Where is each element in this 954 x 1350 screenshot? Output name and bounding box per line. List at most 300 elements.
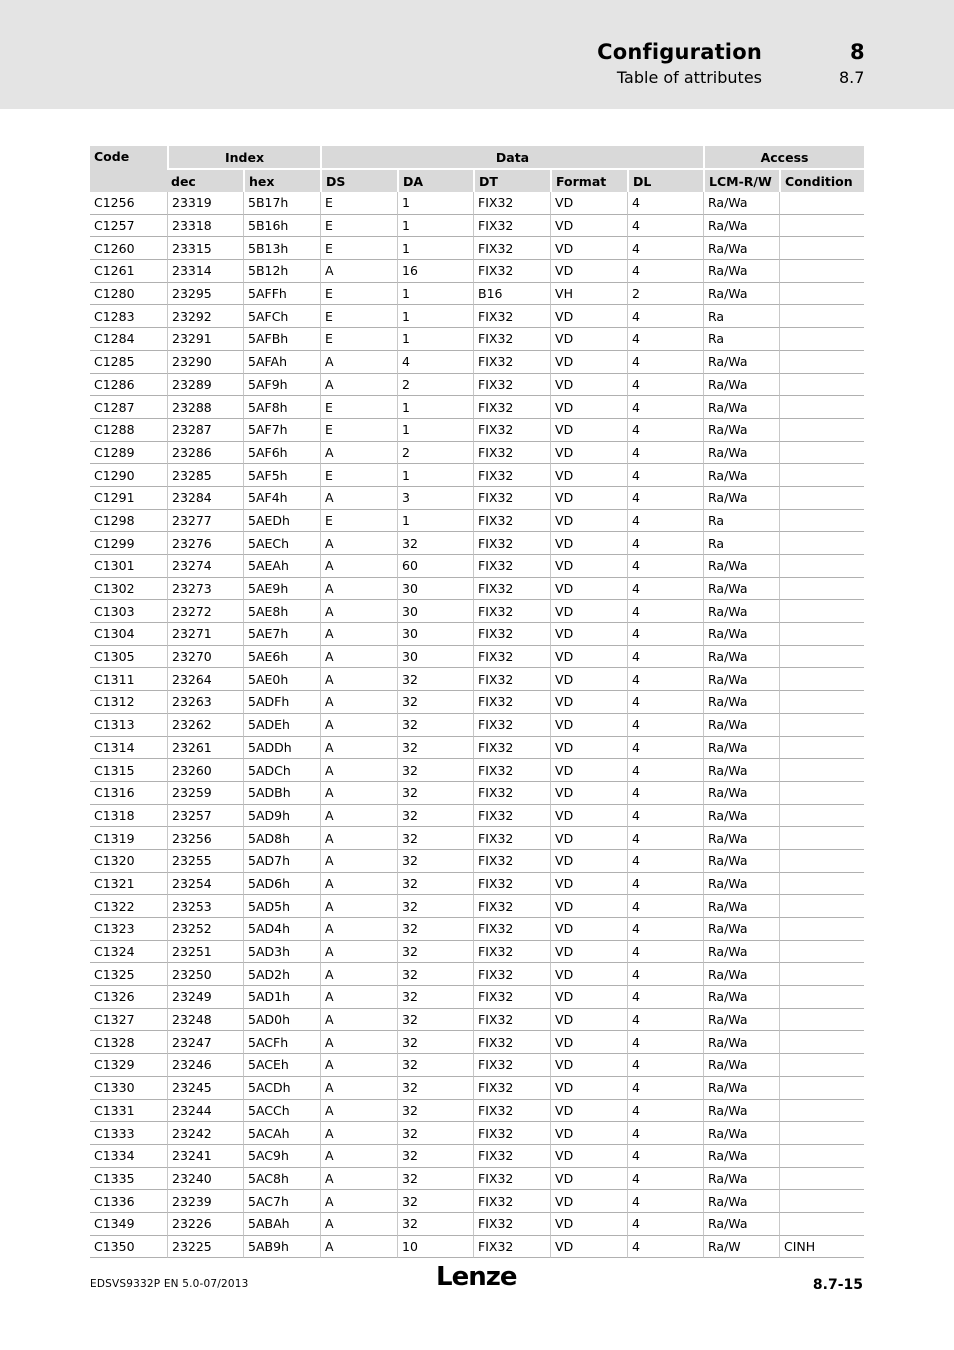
cell-code: C1284 — [90, 328, 167, 351]
cell-da: 32 — [397, 532, 473, 555]
cell-lcm-rw: Ra/Wa — [703, 805, 779, 828]
cell-condition — [779, 1145, 864, 1168]
cell-code: C1311 — [90, 668, 167, 691]
cell-dec: 23250 — [167, 963, 243, 986]
table-row — [90, 941, 864, 964]
cell-dec: 23292 — [167, 305, 243, 328]
cell-format: VD — [550, 668, 627, 691]
cell-hex: 5AE9h — [243, 578, 320, 601]
cell-lcm-rw: Ra/Wa — [703, 668, 779, 691]
table-row — [90, 737, 864, 760]
cell-hex: 5B13h — [243, 237, 320, 260]
cell-dec: 23289 — [167, 374, 243, 397]
cell-condition — [779, 192, 864, 215]
cell-hex: 5AE8h — [243, 600, 320, 623]
cell-dec: 23319 — [167, 192, 243, 215]
cell-hex: 5AD8h — [243, 827, 320, 850]
cell-dec: 23271 — [167, 623, 243, 646]
cell-ds: A — [320, 1100, 397, 1123]
cell-condition — [779, 1009, 864, 1032]
cell-dec: 23244 — [167, 1100, 243, 1123]
cell-format: VD — [550, 963, 627, 986]
cell-da: 32 — [397, 1100, 473, 1123]
cell-hex: 5AD7h — [243, 850, 320, 873]
cell-da: 32 — [397, 895, 473, 918]
cell-dl: 4 — [627, 555, 703, 578]
cell-da: 1 — [397, 215, 473, 238]
cell-lcm-rw: Ra — [703, 532, 779, 555]
cell-code: C1302 — [90, 578, 167, 601]
cell-dt: FIX32 — [473, 532, 550, 555]
cell-dt: FIX32 — [473, 668, 550, 691]
cell-ds: E — [320, 215, 397, 238]
cell-ds: A — [320, 555, 397, 578]
cell-ds: A — [320, 941, 397, 964]
cell-hex: 5AFBh — [243, 328, 320, 351]
cell-dec: 23270 — [167, 646, 243, 669]
cell-lcm-rw: Ra/Wa — [703, 555, 779, 578]
cell-condition — [779, 986, 864, 1009]
cell-dec: 23252 — [167, 918, 243, 941]
cell-dt: FIX32 — [473, 487, 550, 510]
header-hex: hex — [243, 168, 320, 192]
cell-lcm-rw: Ra/Wa — [703, 759, 779, 782]
cell-dt: FIX32 — [473, 510, 550, 533]
cell-code: C1285 — [90, 351, 167, 374]
cell-dec: 23226 — [167, 1213, 243, 1236]
cell-lcm-rw: Ra/Wa — [703, 623, 779, 646]
cell-dt: FIX32 — [473, 1009, 550, 1032]
table-row — [90, 1168, 864, 1191]
cell-dec: 23247 — [167, 1031, 243, 1054]
cell-dl: 4 — [627, 1122, 703, 1145]
cell-dec: 23262 — [167, 714, 243, 737]
cell-lcm-rw: Ra — [703, 305, 779, 328]
cell-dl: 4 — [627, 532, 703, 555]
cell-hex: 5AD5h — [243, 895, 320, 918]
cell-code: C1291 — [90, 487, 167, 510]
cell-dl: 4 — [627, 1145, 703, 1168]
cell-lcm-rw: Ra/Wa — [703, 918, 779, 941]
cell-format: VD — [550, 1100, 627, 1123]
cell-dec: 23318 — [167, 215, 243, 238]
cell-dec: 23256 — [167, 827, 243, 850]
cell-condition — [779, 1100, 864, 1123]
cell-dec: 23261 — [167, 737, 243, 760]
cell-dl: 4 — [627, 963, 703, 986]
cell-dl: 4 — [627, 691, 703, 714]
cell-da: 32 — [397, 963, 473, 986]
cell-lcm-rw: Ra/Wa — [703, 237, 779, 260]
header-condition: Condition — [779, 168, 864, 192]
table-row — [90, 374, 864, 397]
cell-lcm-rw: Ra — [703, 510, 779, 533]
cell-lcm-rw: Ra — [703, 328, 779, 351]
header-format: Format — [550, 168, 627, 192]
cell-dt: FIX32 — [473, 895, 550, 918]
cell-code: C1286 — [90, 374, 167, 397]
cell-condition — [779, 759, 864, 782]
cell-ds: A — [320, 442, 397, 465]
cell-code: C1330 — [90, 1077, 167, 1100]
table-row — [90, 1031, 864, 1054]
cell-da: 32 — [397, 1145, 473, 1168]
cell-dl: 4 — [627, 1077, 703, 1100]
cell-condition — [779, 623, 864, 646]
cell-lcm-rw: Ra/Wa — [703, 1100, 779, 1123]
cell-hex: 5AEAh — [243, 555, 320, 578]
cell-lcm-rw: Ra/Wa — [703, 1213, 779, 1236]
cell-code: C1333 — [90, 1122, 167, 1145]
cell-format: VD — [550, 895, 627, 918]
cell-condition — [779, 805, 864, 828]
cell-hex: 5AD0h — [243, 1009, 320, 1032]
cell-da: 30 — [397, 578, 473, 601]
cell-format: VD — [550, 442, 627, 465]
cell-condition — [779, 895, 864, 918]
cell-format: VD — [550, 260, 627, 283]
cell-dec: 23240 — [167, 1168, 243, 1191]
cell-ds: A — [320, 1190, 397, 1213]
cell-format: VD — [550, 305, 627, 328]
cell-dt: FIX32 — [473, 873, 550, 896]
table-row — [90, 305, 864, 328]
cell-ds: A — [320, 850, 397, 873]
cell-hex: 5AD9h — [243, 805, 320, 828]
cell-hex: 5ACEh — [243, 1054, 320, 1077]
cell-da: 30 — [397, 646, 473, 669]
table-row — [90, 215, 864, 238]
cell-dt: FIX32 — [473, 464, 550, 487]
cell-dec: 23239 — [167, 1190, 243, 1213]
cell-dec: 23290 — [167, 351, 243, 374]
cell-da: 60 — [397, 555, 473, 578]
cell-da: 32 — [397, 1122, 473, 1145]
table-row — [90, 555, 864, 578]
cell-dt: FIX32 — [473, 396, 550, 419]
lenze-logo: Lenze — [436, 1262, 517, 1292]
cell-dl: 4 — [627, 623, 703, 646]
cell-code: C1303 — [90, 600, 167, 623]
cell-dec: 23251 — [167, 941, 243, 964]
cell-da: 32 — [397, 1031, 473, 1054]
cell-condition — [779, 328, 864, 351]
header-code: Code — [90, 144, 167, 192]
cell-lcm-rw: Ra/Wa — [703, 782, 779, 805]
cell-lcm-rw: Ra/Wa — [703, 941, 779, 964]
cell-code: C1260 — [90, 237, 167, 260]
cell-hex: 5ADCh — [243, 759, 320, 782]
cell-dt: FIX32 — [473, 986, 550, 1009]
header-lcm-rw: LCM-R/W — [703, 168, 779, 192]
cell-dl: 4 — [627, 714, 703, 737]
cell-format: VD — [550, 714, 627, 737]
cell-dt: FIX32 — [473, 374, 550, 397]
table-row — [90, 328, 864, 351]
table-row — [90, 419, 864, 442]
table-row — [90, 623, 864, 646]
cell-dl: 4 — [627, 419, 703, 442]
cell-format: VD — [550, 1236, 627, 1259]
cell-condition — [779, 464, 864, 487]
cell-code: C1312 — [90, 691, 167, 714]
cell-hex: 5AFCh — [243, 305, 320, 328]
cell-da: 32 — [397, 986, 473, 1009]
cell-dec: 23288 — [167, 396, 243, 419]
cell-dt: FIX32 — [473, 782, 550, 805]
cell-condition — [779, 737, 864, 760]
cell-da: 32 — [397, 737, 473, 760]
cell-lcm-rw: Ra/Wa — [703, 963, 779, 986]
cell-ds: A — [320, 1054, 397, 1077]
cell-code: C1335 — [90, 1168, 167, 1191]
table-row — [90, 510, 864, 533]
cell-code: C1328 — [90, 1031, 167, 1054]
cell-hex: 5AD6h — [243, 873, 320, 896]
cell-hex: 5AD3h — [243, 941, 320, 964]
cell-lcm-rw: Ra/Wa — [703, 464, 779, 487]
cell-dl: 4 — [627, 328, 703, 351]
cell-condition — [779, 782, 864, 805]
cell-hex: 5AECh — [243, 532, 320, 555]
cell-format: VD — [550, 827, 627, 850]
cell-dt: FIX32 — [473, 646, 550, 669]
cell-hex: 5ABAh — [243, 1213, 320, 1236]
cell-format: VD — [550, 1168, 627, 1191]
cell-da: 3 — [397, 487, 473, 510]
cell-hex: 5AD2h — [243, 963, 320, 986]
cell-format: VD — [550, 941, 627, 964]
cell-dec: 23260 — [167, 759, 243, 782]
cell-dl: 4 — [627, 1054, 703, 1077]
cell-hex: 5AF4h — [243, 487, 320, 510]
cell-format: VD — [550, 1190, 627, 1213]
cell-code: C1299 — [90, 532, 167, 555]
cell-code: C1261 — [90, 260, 167, 283]
table-row — [90, 237, 864, 260]
cell-ds: A — [320, 1031, 397, 1054]
cell-format: VD — [550, 918, 627, 941]
table-header — [90, 144, 864, 192]
cell-lcm-rw: Ra/Wa — [703, 351, 779, 374]
cell-hex: 5B12h — [243, 260, 320, 283]
cell-hex: 5AC8h — [243, 1168, 320, 1191]
cell-code: C1305 — [90, 646, 167, 669]
cell-dec: 23276 — [167, 532, 243, 555]
cell-dl: 4 — [627, 759, 703, 782]
cell-condition — [779, 714, 864, 737]
cell-hex: 5ADFh — [243, 691, 320, 714]
cell-da: 32 — [397, 1077, 473, 1100]
cell-da: 32 — [397, 941, 473, 964]
cell-lcm-rw: Ra/Wa — [703, 442, 779, 465]
cell-da: 32 — [397, 805, 473, 828]
cell-hex: 5AF6h — [243, 442, 320, 465]
cell-ds: E — [320, 396, 397, 419]
cell-format: VD — [550, 986, 627, 1009]
cell-dl: 4 — [627, 873, 703, 896]
cell-ds: E — [320, 283, 397, 306]
cell-format: VD — [550, 215, 627, 238]
cell-condition — [779, 600, 864, 623]
table-row — [90, 1190, 864, 1213]
cell-da: 2 — [397, 442, 473, 465]
cell-hex: 5AC9h — [243, 1145, 320, 1168]
cell-condition — [779, 691, 864, 714]
header-da: DA — [397, 168, 473, 192]
cell-dt: FIX32 — [473, 850, 550, 873]
page-number: 8.7-15 — [812, 1277, 863, 1293]
cell-dt: FIX32 — [473, 1100, 550, 1123]
cell-hex: 5AD1h — [243, 986, 320, 1009]
cell-ds: A — [320, 737, 397, 760]
cell-lcm-rw: Ra/Wa — [703, 895, 779, 918]
cell-code: C1331 — [90, 1100, 167, 1123]
cell-dl: 4 — [627, 215, 703, 238]
table-row — [90, 963, 864, 986]
cell-lcm-rw: Ra/Wa — [703, 873, 779, 896]
table-row — [90, 1054, 864, 1077]
cell-dec: 23284 — [167, 487, 243, 510]
cell-hex: 5B16h — [243, 215, 320, 238]
cell-dec: 23272 — [167, 600, 243, 623]
cell-code: C1350 — [90, 1236, 167, 1259]
cell-code: C1349 — [90, 1213, 167, 1236]
cell-da: 32 — [397, 1009, 473, 1032]
cell-da: 1 — [397, 283, 473, 306]
table-row — [90, 1122, 864, 1145]
cell-code: C1316 — [90, 782, 167, 805]
cell-code: C1325 — [90, 963, 167, 986]
cell-hex: 5AE6h — [243, 646, 320, 669]
cell-code: C1324 — [90, 941, 167, 964]
cell-da: 1 — [397, 192, 473, 215]
cell-dl: 4 — [627, 646, 703, 669]
cell-hex: 5ACCh — [243, 1100, 320, 1123]
cell-code: C1320 — [90, 850, 167, 873]
cell-dt: FIX32 — [473, 1213, 550, 1236]
cell-hex: 5ADDh — [243, 737, 320, 760]
table-row — [90, 782, 864, 805]
cell-ds: E — [320, 305, 397, 328]
cell-lcm-rw: Ra/Wa — [703, 600, 779, 623]
cell-lcm-rw: Ra/Wa — [703, 1145, 779, 1168]
cell-code: C1327 — [90, 1009, 167, 1032]
cell-code: C1280 — [90, 283, 167, 306]
cell-dt: FIX32 — [473, 827, 550, 850]
cell-dt: FIX32 — [473, 328, 550, 351]
cell-dl: 4 — [627, 351, 703, 374]
cell-format: VD — [550, 1031, 627, 1054]
table-row — [90, 759, 864, 782]
table-row — [90, 1077, 864, 1100]
cell-dt: FIX32 — [473, 1122, 550, 1145]
table-row — [90, 396, 864, 419]
cell-format: VD — [550, 782, 627, 805]
cell-dt: FIX32 — [473, 555, 550, 578]
cell-format: VD — [550, 850, 627, 873]
cell-lcm-rw: Ra/Wa — [703, 374, 779, 397]
cell-code: C1256 — [90, 192, 167, 215]
cell-code: C1322 — [90, 895, 167, 918]
cell-dl: 4 — [627, 442, 703, 465]
table-row — [90, 1213, 864, 1236]
table-row — [90, 895, 864, 918]
cell-da: 1 — [397, 237, 473, 260]
cell-format: VD — [550, 487, 627, 510]
cell-lcm-rw: Ra/Wa — [703, 396, 779, 419]
cell-dt: FIX32 — [473, 759, 550, 782]
cell-hex: 5AF7h — [243, 419, 320, 442]
cell-lcm-rw: Ra/Wa — [703, 283, 779, 306]
cell-condition — [779, 873, 864, 896]
cell-dec: 23241 — [167, 1145, 243, 1168]
cell-dl: 4 — [627, 668, 703, 691]
cell-format: VD — [550, 351, 627, 374]
table-row — [90, 532, 864, 555]
cell-dec: 23246 — [167, 1054, 243, 1077]
cell-dl: 4 — [627, 827, 703, 850]
cell-dec: 23286 — [167, 442, 243, 465]
cell-da: 32 — [397, 691, 473, 714]
cell-lcm-rw: Ra/Wa — [703, 1031, 779, 1054]
cell-hex: 5AF5h — [243, 464, 320, 487]
cell-condition — [779, 1122, 864, 1145]
cell-dec: 23257 — [167, 805, 243, 828]
cell-dt: FIX32 — [473, 600, 550, 623]
cell-code: C1318 — [90, 805, 167, 828]
header-dt: DT — [473, 168, 550, 192]
cell-dl: 4 — [627, 850, 703, 873]
cell-lcm-rw: Ra/Wa — [703, 1190, 779, 1213]
cell-ds: A — [320, 623, 397, 646]
cell-code: C1334 — [90, 1145, 167, 1168]
cell-da: 30 — [397, 600, 473, 623]
cell-dec: 23263 — [167, 691, 243, 714]
cell-da: 1 — [397, 305, 473, 328]
cell-da: 1 — [397, 328, 473, 351]
table-row — [90, 873, 864, 896]
cell-condition — [779, 532, 864, 555]
cell-ds: E — [320, 419, 397, 442]
cell-condition — [779, 668, 864, 691]
cell-da: 32 — [397, 1168, 473, 1191]
cell-code: C1304 — [90, 623, 167, 646]
cell-ds: E — [320, 464, 397, 487]
cell-ds: A — [320, 805, 397, 828]
cell-lcm-rw: Ra/W — [703, 1236, 779, 1259]
cell-condition — [779, 442, 864, 465]
cell-ds: A — [320, 374, 397, 397]
cell-format: VD — [550, 510, 627, 533]
cell-condition — [779, 941, 864, 964]
cell-dl: 4 — [627, 918, 703, 941]
cell-format: VD — [550, 578, 627, 601]
cell-code: C1290 — [90, 464, 167, 487]
table-row — [90, 283, 864, 306]
cell-format: VH — [550, 283, 627, 306]
cell-dl: 4 — [627, 260, 703, 283]
cell-ds: A — [320, 1145, 397, 1168]
cell-da: 32 — [397, 1213, 473, 1236]
cell-ds: A — [320, 827, 397, 850]
cell-dec: 23285 — [167, 464, 243, 487]
cell-code: C1323 — [90, 918, 167, 941]
cell-da: 32 — [397, 873, 473, 896]
cell-da: 10 — [397, 1236, 473, 1259]
cell-ds: A — [320, 691, 397, 714]
cell-dec: 23253 — [167, 895, 243, 918]
